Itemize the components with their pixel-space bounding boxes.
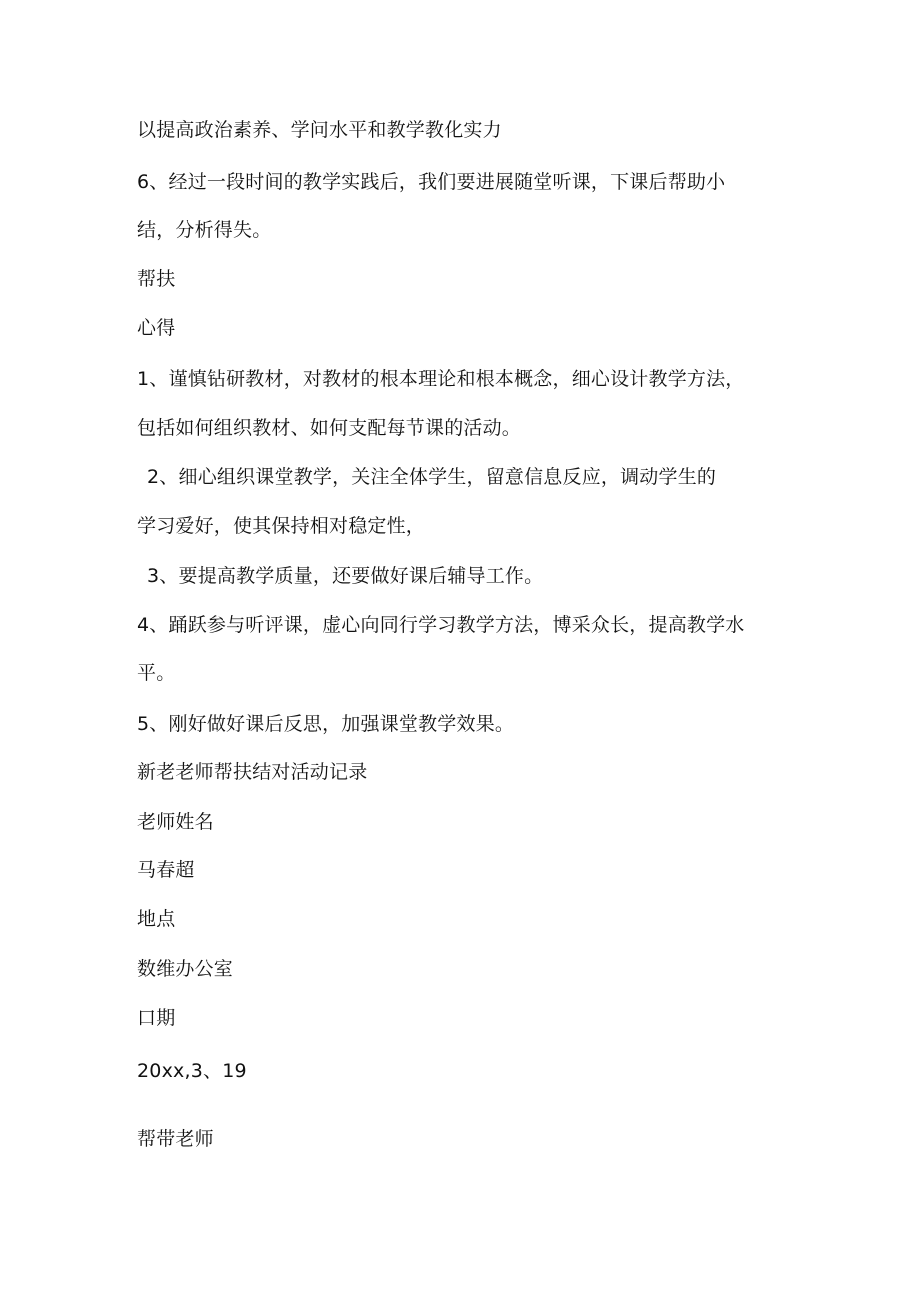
label-date: 口期 [137, 1007, 176, 1029]
text-line-item-4-cont: 平。 [137, 662, 176, 684]
text-line-item-1: 1、谨慎钻研教材，对教材的根本理论和根本概念，细心设计教学方法， [137, 368, 745, 390]
text-line-item-1-cont: 包括如何组织教材、如何支配每节课的活动。 [137, 417, 522, 439]
value-teacher-name: 马春超 [137, 859, 195, 881]
text-line-item-2: 2、细心组织课堂教学，关注全体学生，留意信息反应，调动学生的 [147, 466, 717, 488]
heading-bangfu: 帮扶 [137, 268, 176, 290]
text-line-item-5: 5、刚好做好课后反思，加强课堂教学效果。 [137, 713, 515, 735]
label-mentor-teacher: 帮带老师 [137, 1128, 214, 1150]
record-title: 新老老师帮扶结对活动记录 [137, 761, 368, 783]
heading-xinde: 心得 [137, 317, 176, 339]
text-line-item-4: 4、踊跃参与听评课，虚心向同行学习教学方法，博采众长，提高教学水 [137, 614, 745, 636]
text-line-continuation: 以提高政治素养、学问水平和教学教化实力 [137, 119, 502, 141]
label-location: 地点 [137, 908, 176, 930]
text-line-item-6-cont: 结，分析得失。 [137, 219, 272, 241]
text-line-item-6: 6、经过一段时间的教学实践后，我们要进展随堂听课，下课后帮助小 [137, 171, 726, 193]
text-line-item-2-cont: 学习爱好，使其保持相对稳定性， [137, 515, 426, 537]
value-date: 20xx,3、19 [137, 1060, 247, 1082]
label-teacher-name: 老师姓名 [137, 811, 214, 833]
value-location: 数维办公室 [137, 958, 234, 980]
text-line-item-3: 3、要提高教学质量，还要做好课后辅导工作。 [147, 565, 544, 587]
